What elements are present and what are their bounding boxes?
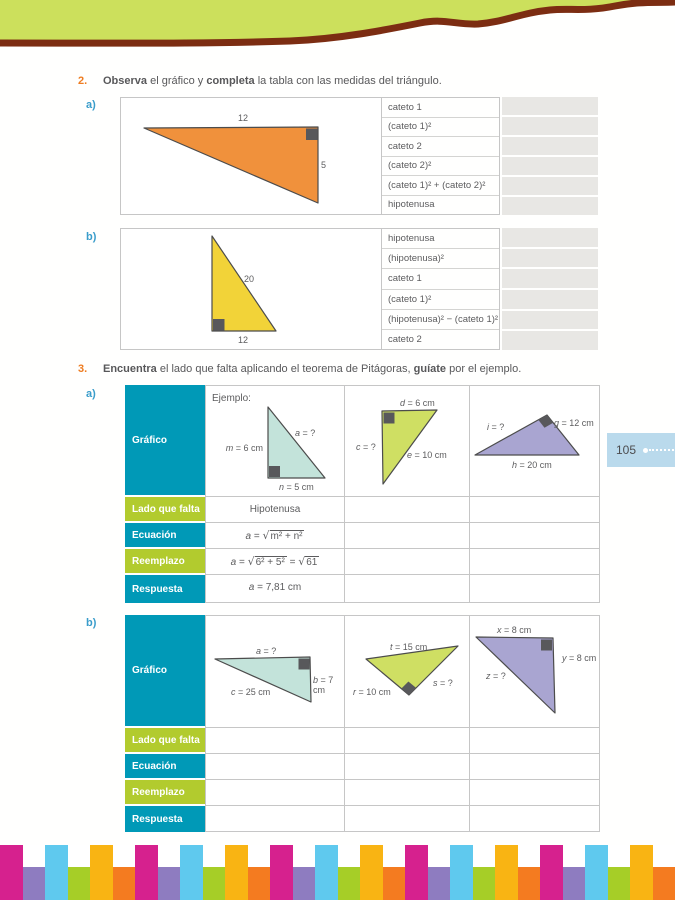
table-row-label: cateto 1 <box>382 98 499 118</box>
exercise2b-label-column <box>382 228 500 350</box>
answer-cell-blank <box>205 728 345 754</box>
exercise3-bold-1: Encuentra <box>103 363 157 375</box>
side-label-right: y = 8 cm <box>562 653 597 663</box>
answer-cell <box>502 157 598 175</box>
sqrt-sign: √ <box>262 529 270 542</box>
row-header-lado: Lado que falta <box>125 728 205 754</box>
footer-bar <box>540 845 563 900</box>
answer-lado-example: Hipotenusa <box>205 497 345 523</box>
row-header-reemplazo: Reemplazo <box>125 549 205 575</box>
answer-cell-blank <box>470 806 600 832</box>
exercise3-bold-2: guíate <box>413 363 447 375</box>
side-label-top: x = 8 cm <box>497 625 532 635</box>
footer-bar <box>450 845 473 900</box>
footer-bar <box>90 845 113 900</box>
graphic-cell <box>470 385 600 497</box>
row-header-grafico: Gráfico <box>125 615 205 728</box>
graphic-cell <box>345 615 470 728</box>
dot-icon <box>643 448 648 453</box>
exercise2a-table <box>120 97 598 215</box>
answer-ecuacion-example <box>205 523 345 549</box>
answer-cell <box>502 249 598 268</box>
radicand: 61 <box>306 557 318 568</box>
footer-bar <box>203 867 226 900</box>
purple-triangle <box>470 386 599 497</box>
table-row-label: cateto 1 <box>382 269 499 289</box>
right-angle-marker <box>306 129 318 141</box>
equation-lhs: a = <box>230 557 248 568</box>
side-label-hypotenuse: z = ? <box>486 671 506 681</box>
exercise3-text-1: el lado que falta aplicando el teorema de Pitágoras, <box>156 363 414 375</box>
radicand: m² + n² <box>270 531 303 542</box>
lime-triangle <box>345 616 469 728</box>
footer-bar <box>68 867 91 900</box>
answer-respuesta-example: a = 7,81 cm <box>205 575 345 603</box>
exercise2-number: 2. <box>78 75 88 87</box>
footer-bar <box>473 867 496 900</box>
row-header-grafico: Gráfico <box>125 385 205 497</box>
footer-bar <box>248 867 271 900</box>
side-label-bottom: h = 20 cm <box>512 460 552 470</box>
side-label-right: s = ? <box>433 678 453 688</box>
table-row-label: hipotenusa <box>382 229 499 249</box>
right-angle-marker <box>213 319 225 331</box>
answer-cell-blank <box>205 806 345 832</box>
row-header-respuesta: Respuesta <box>125 806 205 832</box>
footer-bar <box>158 867 181 900</box>
exercise3-text-2: por el ejemplo. <box>446 363 522 375</box>
header-wave-decoration <box>0 0 675 60</box>
equation-lhs: a = <box>245 531 263 542</box>
graphic-cell <box>205 615 345 728</box>
footer-bar <box>360 845 383 900</box>
footer-bar <box>135 845 158 900</box>
answer-cell-blank <box>345 575 470 603</box>
answer-cell-blank <box>470 497 600 523</box>
exercise2-text-1: el gráfico y <box>147 75 207 87</box>
exercise3-heading <box>78 362 521 376</box>
answer-cell-blank <box>345 549 470 575</box>
right-angle-marker <box>269 466 280 477</box>
side-label-top: d = 6 cm <box>400 398 435 408</box>
page-number: 105 <box>616 443 637 457</box>
side-label-right: g = 12 cm <box>554 418 594 428</box>
table-row-label: (hipotenusa)² − (cateto 1)² <box>382 310 499 330</box>
side-label-hypotenuse: c = 25 cm <box>231 687 271 697</box>
side-label-right: 5 <box>321 160 327 170</box>
footer-bar <box>585 845 608 900</box>
side-label-top: t = 15 cm <box>390 642 428 652</box>
table-row-label: (cateto 2)² <box>382 157 499 177</box>
answer-cell-blank <box>205 754 345 780</box>
example-graphic-cell <box>205 385 345 497</box>
table-row-label: (cateto 1)² <box>382 290 499 310</box>
row-header-ecuacion: Ecuación <box>125 754 205 780</box>
side-label-bottom: 12 <box>238 335 249 345</box>
row-header-lado: Lado que falta <box>125 497 205 523</box>
answer-cell-blank <box>345 806 470 832</box>
side-label-left: m = 6 cm <box>225 443 263 453</box>
side-label-hypotenuse: e = 10 cm <box>407 450 447 460</box>
sqrt-sign: √ <box>247 555 255 568</box>
answer-cell-blank <box>345 497 470 523</box>
orange-triangle <box>121 98 381 214</box>
footer-bar <box>495 845 518 900</box>
item-label-3b: b) <box>86 617 97 629</box>
answer-cell-blank <box>470 754 600 780</box>
exercise3a-table <box>125 385 600 603</box>
right-angle-marker <box>384 413 395 424</box>
exercise2a-label-column <box>382 97 500 215</box>
exercise2-bold-2: completa <box>206 75 255 87</box>
exercise2b-table <box>120 228 598 350</box>
graphic-cell <box>345 385 470 497</box>
answer-cell-blank <box>470 549 600 575</box>
exercise3-number: 3. <box>78 363 88 375</box>
footer-bar <box>270 845 293 900</box>
answer-cell-blank <box>345 754 470 780</box>
answer-cell-blank <box>205 780 345 806</box>
footer-bar <box>293 867 316 900</box>
yellow-triangle <box>121 229 381 349</box>
table-row-label: cateto 2 <box>388 333 422 345</box>
equation-equals: = <box>286 557 299 568</box>
row-header-reemplazo: Reemplazo <box>125 780 205 806</box>
graphic-cell <box>470 615 600 728</box>
table-row-label: (hipotenusa)² <box>382 249 499 269</box>
example-caption: Ejemplo: <box>212 393 251 404</box>
side-label-top: 12 <box>238 113 249 123</box>
right-angle-marker <box>299 659 310 670</box>
footer-bar <box>428 867 451 900</box>
footer-bar <box>383 867 406 900</box>
footer-bar <box>113 867 136 900</box>
footer-bar <box>563 867 586 900</box>
answer-cell <box>502 197 598 215</box>
side-label-right: b = 7 cm <box>313 675 334 695</box>
table-row-label: (cateto 1)² + (cateto 2)² <box>382 176 499 196</box>
answer-cell-blank <box>470 523 600 549</box>
side-label-left: r = 10 cm <box>353 687 391 697</box>
footer-bar <box>23 867 46 900</box>
answer-cell <box>502 177 598 195</box>
answer-cell <box>502 311 598 330</box>
table-row-label: cateto 2 <box>382 137 499 157</box>
answer-reemplazo-example <box>205 549 345 575</box>
answer-cell-blank <box>345 728 470 754</box>
footer-bars <box>0 845 675 900</box>
footer-bar <box>630 845 653 900</box>
footer-bar <box>45 845 68 900</box>
side-label-left: i = ? <box>487 422 505 432</box>
side-label-bottom: n = 5 cm <box>279 482 314 492</box>
row-header-respuesta: Respuesta <box>125 575 205 603</box>
footer-bar <box>315 845 338 900</box>
footer-bar <box>180 845 203 900</box>
item-label-2a: a) <box>86 99 96 111</box>
row-header-ecuacion: Ecuación <box>125 523 205 549</box>
item-label-3a: a) <box>86 388 96 400</box>
right-angle-marker <box>541 640 552 651</box>
side-label-top: a = ? <box>256 646 277 656</box>
answer-cell <box>502 117 598 135</box>
exercise2b-answer-column <box>502 228 598 350</box>
footer-bar <box>338 867 361 900</box>
sqrt-sign: √ <box>298 555 306 568</box>
side-label-left: c = ? <box>356 442 376 452</box>
footer-bar <box>518 867 541 900</box>
footer-bar <box>653 867 675 900</box>
answer-cell <box>502 269 598 288</box>
side-label-hypotenuse: a = ? <box>295 428 316 438</box>
table-row-label: (cateto 1)² <box>382 118 499 138</box>
footer-bar <box>0 845 23 900</box>
answer-cell-blank <box>345 523 470 549</box>
answer-cell-blank <box>470 780 600 806</box>
item-label-2b: b) <box>86 231 97 243</box>
exercise2-text-2: la tabla con las medidas del triángulo. <box>254 75 442 87</box>
table-row-label: hipotenusa <box>388 199 435 211</box>
dotted-line <box>649 448 674 451</box>
answer-cell <box>502 290 598 309</box>
side-label-hypotenuse: 20 <box>244 274 255 284</box>
exercise2b-graphic-cell <box>120 228 382 350</box>
radicand: 6² + 5² <box>255 557 285 568</box>
exercise2a-graphic-cell <box>120 97 382 215</box>
footer-bar <box>225 845 248 900</box>
answer-cell-blank <box>470 728 600 754</box>
exercise3b-table <box>125 615 600 832</box>
exercise2-bold-1: Observa <box>103 75 148 87</box>
exercise2a-answer-column <box>502 97 598 215</box>
exercise2-heading <box>78 74 442 88</box>
answer-cell <box>502 228 598 247</box>
footer-bar <box>405 845 428 900</box>
page-number-marker <box>607 433 675 467</box>
teal-triangle <box>206 616 345 728</box>
answer-cell <box>502 331 598 350</box>
answer-cell <box>502 137 598 155</box>
answer-cell <box>502 97 598 115</box>
answer-cell-blank <box>345 780 470 806</box>
answer-cell-blank <box>470 575 600 603</box>
footer-bar <box>608 867 631 900</box>
